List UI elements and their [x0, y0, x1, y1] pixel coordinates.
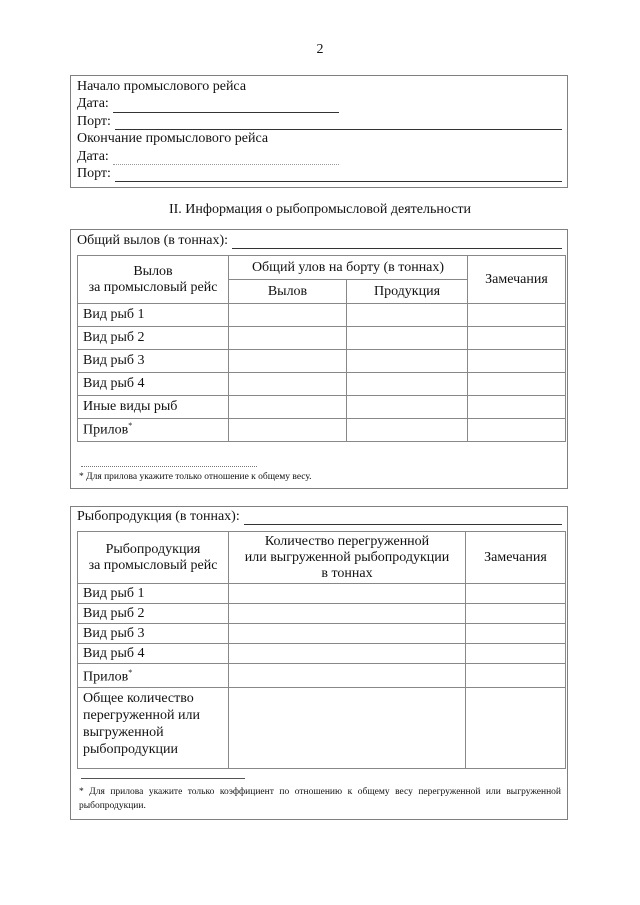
voyage-end-heading: Окончание промыслового рейса: [77, 131, 269, 147]
product-cell[interactable]: [347, 350, 468, 373]
remarks-cell[interactable]: [468, 327, 566, 350]
table-row-total: [78, 687, 566, 768]
row-label: Вид рыб 1: [78, 304, 229, 327]
remarks-cell[interactable]: [468, 373, 566, 396]
catch-col-header-line1: Вылов: [133, 263, 173, 279]
remarks-cell[interactable]: [466, 624, 566, 644]
catch-col-header-line2: за промысловый рейс: [88, 279, 218, 295]
end-port-row: [77, 165, 562, 182]
quantity-header-line3: в тоннах: [321, 565, 373, 581]
voyage-box: [70, 75, 568, 188]
products-table: [77, 531, 566, 769]
total-catch-row: [77, 233, 562, 249]
footnote-divider: [81, 778, 245, 779]
products-box: [70, 506, 568, 820]
end-date-field[interactable]: [113, 151, 339, 165]
remarks-cell[interactable]: [466, 664, 566, 688]
product-subheader: Продукция: [347, 280, 468, 304]
catch-cell[interactable]: [229, 304, 347, 327]
catch-cell[interactable]: [229, 350, 347, 373]
table-row: [78, 327, 566, 350]
total-catch-field[interactable]: [232, 235, 562, 249]
row-label: Общее количество перегруженной или выгруженной рыбопродукции: [78, 687, 229, 768]
remarks-cell[interactable]: [468, 419, 566, 442]
table-row: [78, 350, 566, 373]
quantity-cell[interactable]: [229, 584, 466, 604]
table-row: [78, 624, 566, 644]
row-label: Вид рыб 2: [78, 604, 229, 624]
remarks-cell[interactable]: [468, 396, 566, 419]
end-port-label: Порт:: [77, 166, 111, 182]
row-label: Вид рыб 3: [78, 350, 229, 373]
remarks-cell[interactable]: [466, 604, 566, 624]
quantity-cell[interactable]: [229, 624, 466, 644]
catch-cell[interactable]: [229, 396, 347, 419]
section-title: II. Информация о рыбопромысловой деятельности: [168, 202, 472, 217]
voyage-start-heading: Начало промыслового рейса: [77, 79, 247, 94]
row-label: Вид рыб 4: [78, 373, 229, 396]
table-row: [78, 373, 566, 396]
remarks-cell[interactable]: [466, 584, 566, 604]
catch-footnote: * Для прилова укажите только отношение к общему весу.: [79, 472, 312, 482]
start-port-row: [77, 113, 562, 130]
products-col-header-line1: Рыбопродукция: [105, 541, 201, 557]
row-label-bycatch: [78, 419, 229, 442]
onboard-group-header: Общий улов на борту (в тоннах): [229, 256, 468, 280]
total-products-field[interactable]: [244, 511, 562, 525]
catch-subheader: Вылов: [229, 280, 347, 304]
product-cell[interactable]: [347, 304, 468, 327]
remarks-cell[interactable]: [468, 350, 566, 373]
remarks-cell[interactable]: [468, 304, 566, 327]
remarks-cell[interactable]: [466, 687, 566, 768]
table-row: [78, 644, 566, 664]
remarks-cell[interactable]: [466, 644, 566, 664]
quantity-header-line2: или выгруженной рыбопродукции: [244, 549, 450, 565]
products-remarks-header: Замечания: [466, 532, 566, 584]
quantity-cell[interactable]: [229, 664, 466, 688]
products-footnote: * Для прилова укажите только коэффициент по отношению к общему весу перегруженной или выгруженной рыбопродукции.: [79, 787, 561, 811]
row-label: Иные виды рыб: [78, 396, 229, 419]
row-label: Вид рыб 2: [78, 327, 229, 350]
catch-table: [77, 255, 566, 442]
products-col-header: [78, 532, 229, 584]
quantity-cell[interactable]: [229, 687, 466, 768]
table-row: [78, 664, 566, 688]
table-row: [78, 396, 566, 419]
end-date-label: Дата:: [77, 148, 109, 164]
product-cell[interactable]: [347, 396, 468, 419]
catch-remarks-header: Замечания: [468, 256, 566, 304]
product-cell[interactable]: [347, 373, 468, 396]
catch-box: [70, 229, 568, 489]
quantity-cell[interactable]: [229, 604, 466, 624]
table-row: [78, 604, 566, 624]
quantity-cell[interactable]: [229, 644, 466, 664]
start-date-row: [77, 95, 562, 112]
total-products-row: [77, 509, 562, 525]
footnote-divider: [81, 466, 257, 467]
start-port-field[interactable]: [115, 116, 562, 130]
quantity-col-header: [229, 532, 466, 584]
start-date-field[interactable]: [113, 99, 339, 113]
end-date-row: [77, 148, 562, 165]
row-label: Вид рыб 1: [78, 584, 229, 604]
quantity-header-line1: Количество перегруженной: [264, 533, 430, 549]
row-label-bycatch: [78, 664, 229, 688]
total-catch-label: Общий вылов (в тоннах):: [77, 233, 229, 248]
footnote-marker: *: [128, 421, 133, 431]
catch-cell[interactable]: [229, 327, 347, 350]
row-label: Вид рыб 4: [78, 644, 229, 664]
bycatch-label: Прилов: [83, 422, 129, 438]
table-row: [78, 304, 566, 327]
row-label: Вид рыб 3: [78, 624, 229, 644]
start-date-label: Дата:: [77, 96, 109, 112]
start-port-label: Порт:: [77, 113, 111, 129]
bycatch-label: Прилов: [83, 669, 129, 685]
product-cell[interactable]: [347, 419, 468, 442]
total-products-label: Рыбопродукция (в тоннах):: [77, 509, 240, 524]
catch-cell[interactable]: [229, 419, 347, 442]
footnote-marker: *: [128, 668, 133, 677]
table-row: [78, 584, 566, 604]
voyage-start-title: [77, 78, 562, 95]
catch-col-header: [78, 256, 229, 304]
catch-cell[interactable]: [229, 373, 347, 396]
end-port-field[interactable]: [115, 168, 562, 182]
products-col-header-line2: за промысловый рейс: [88, 557, 218, 573]
table-row: [78, 419, 566, 442]
product-cell[interactable]: [347, 327, 468, 350]
page-number: 2: [316, 42, 324, 57]
voyage-end-title: [77, 130, 562, 147]
